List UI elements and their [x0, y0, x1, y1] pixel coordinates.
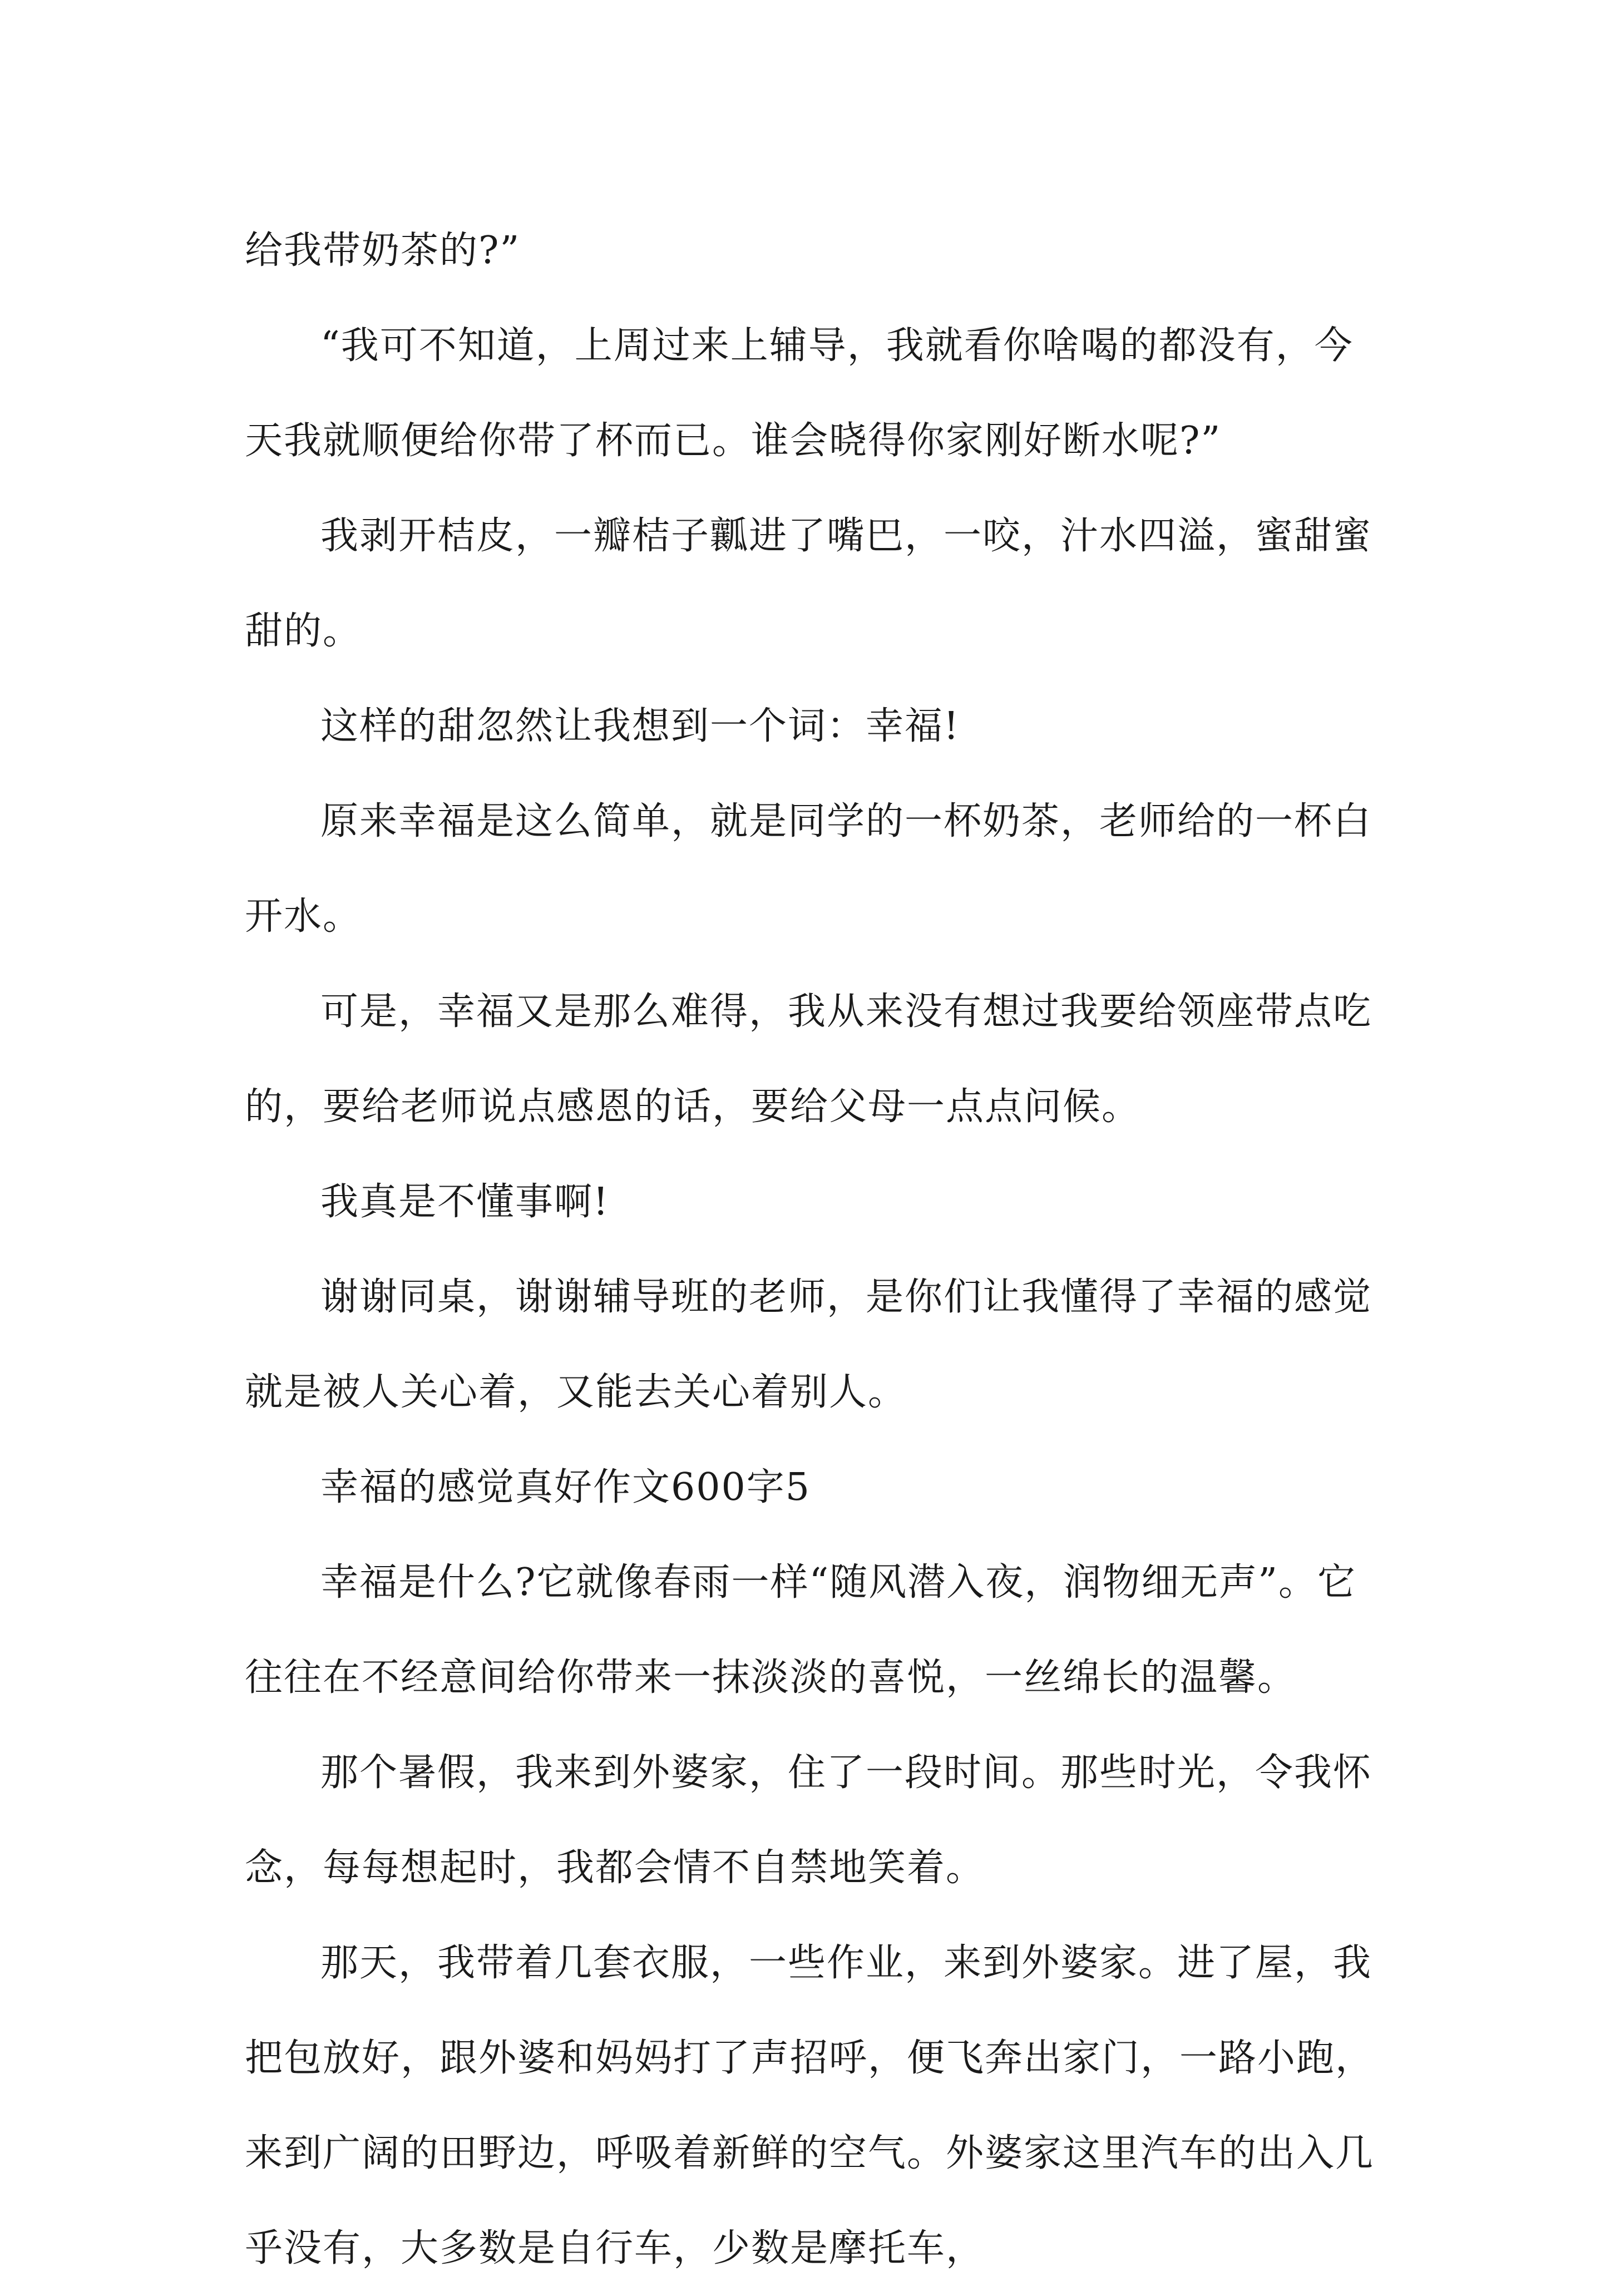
paragraph: 这样的甜忽然让我想到一个词：幸福!: [320, 704, 960, 748]
paragraph: 可是，幸福又是那么难得，我从来没有想过我要给领座带点吃的，要给老师说点感恩的话，要给父母一点点问候。: [245, 990, 1372, 1129]
paragraph: 给我带奶茶的?”: [245, 229, 521, 273]
paragraph: 那天，我带着几套衣服，一些作业，来到外婆家。进了屋，我把包放好，跟外婆和妈妈打了声招呼，便飞奔出家门，一路小跑，来到广阔的田野边，呼吸着新鲜的空气。外婆家这里汽车的出入几乎没有，大多数是自行车，少数是摩托车，: [245, 1941, 1375, 2270]
paragraph: 原来幸福是这么简单，就是同学的一杯奶茶，老师给的一杯白开水。: [245, 799, 1372, 939]
paragraph: 我真是不懂事啊!: [320, 1180, 610, 1224]
paragraph: 那个暑假，我来到外婆家，住了一段时间。那些时光，令我怀念，每每想起时，我都会情不自禁地笑着。: [245, 1751, 1372, 1890]
document-body: [245, 203, 1391, 2296]
paragraph: “我可不知道，上周过来上辅导，我就看你啥喝的都没有，今天我就顺便给你带了杯而已。谁会晓得你家刚好断水呢?”: [245, 324, 1354, 463]
paragraph: 幸福是什么?它就像春雨一样“随风潜入夜，润物细无声”。它往往在不经意间给你带来一抹淡淡的喜悦，一丝绵长的温馨。: [245, 1561, 1356, 1700]
paragraph: 谢谢同桌，谢谢辅导班的老师，是你们让我懂得了幸福的感觉就是被人关心着，又能去关心着别人。: [245, 1275, 1372, 1414]
paragraph: 我剥开桔皮，一瓣桔子瓤进了嘴巴，一咬，汁水四溢，蜜甜蜜甜的。: [245, 514, 1372, 653]
section-heading: 幸福的感觉真好作文600字5: [320, 1465, 811, 1509]
